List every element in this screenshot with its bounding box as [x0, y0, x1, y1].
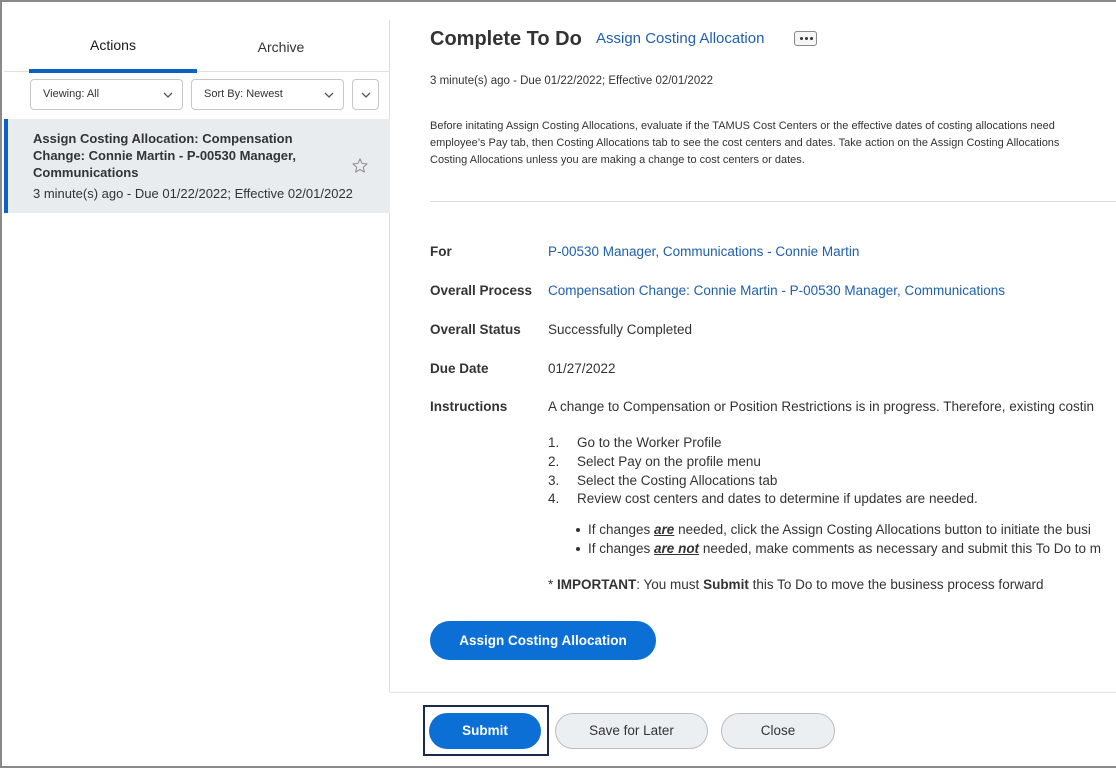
page-title: Complete To Do — [430, 28, 582, 50]
save-for-later-button[interactable]: Save for Later — [555, 713, 708, 749]
emphasis-text: are not — [654, 541, 700, 556]
step-text: Go to the Worker Profile — [577, 435, 722, 450]
submit-button[interactable]: Submit — [429, 713, 541, 749]
step-text: Review cost centers and dates to determine if updates are needed. — [577, 491, 978, 507]
assign-costing-allocation-link[interactable]: Assign Costing Allocation — [596, 30, 765, 47]
chevron-down-icon — [360, 89, 372, 101]
overall-status-value: Successfully Completed — [548, 322, 693, 337]
inbox-item-title: Assign Costing Allocation: Compensation Change: Connie Martin - P-00530 Manager, Communications — [33, 131, 296, 180]
todo-detail-panel — [390, 2, 1116, 692]
instructions-label: Instructions — [430, 399, 508, 414]
ellipsis-icon — [800, 37, 803, 40]
step-number: 4. — [548, 491, 560, 507]
star-icon[interactable] — [351, 157, 369, 175]
step-text: Select the Costing Allocations tab — [577, 472, 778, 488]
more-filters-button[interactable] — [352, 79, 379, 110]
viewing-filter-label: Viewing: — [43, 88, 85, 100]
assign-costing-allocation-button[interactable]: Assign Costing Allocation — [430, 621, 656, 660]
overall-process-link[interactable]: Compensation Change: Connie Martin - P-00530 Manager, Communications — [548, 283, 1005, 298]
inbox-tabs — [4, 20, 390, 72]
chevron-down-icon — [162, 89, 174, 101]
todo-meta: 3 minute(s) ago - Due 01/22/2022; Effective 02/01/2022 — [430, 75, 714, 87]
description-line: Before initating Assign Costing Allocations, evaluate if the TAMUS Cost Centers or the effective dates of costing allocations need — [430, 120, 1055, 132]
sort-by-value: Newest — [246, 88, 283, 100]
description-line: employee’s Pay tab, then Costing Allocations tab to see the cost centers and dates. Take action on the Assign Costing Allocations — [430, 137, 1060, 149]
instructions-text: A change to Compensation or Position Restrictions is in progress. Therefore, existing costin — [548, 399, 1095, 414]
divider — [430, 201, 1116, 202]
sort-by-label: Sort By: — [204, 88, 244, 100]
overall-process-label: Overall Process — [430, 283, 533, 298]
inbox-list-item[interactable] — [4, 119, 390, 213]
overall-status-label: Overall Status — [430, 322, 521, 337]
step-text: Select Pay on the profile menu — [577, 453, 761, 469]
viewing-filter-value: All — [86, 88, 100, 100]
tab-archive[interactable]: Archive — [257, 39, 305, 55]
close-button[interactable]: Close — [721, 713, 835, 749]
tab-actions[interactable]: Actions — [29, 20, 197, 72]
list-item: If changes are needed, click the Assign Costing Allocations button to initiate the busi — [576, 520, 1101, 539]
inbox-item-meta: 3 minute(s) ago - Due 01/22/2022; Effective 02/01/2022 — [33, 186, 353, 201]
sort-by-dropdown[interactable] — [191, 79, 344, 110]
emphasis-text: are — [654, 522, 675, 537]
important-note: * IMPORTANT: You must Submit this To Do to move the business process forward — [548, 577, 1044, 592]
description-line: Costing Allocations unless you are making a change to cost centers or dates. — [430, 154, 805, 166]
inbox-panel — [4, 20, 390, 692]
instruction-bullets — [576, 520, 1101, 558]
due-date-value: 01/27/2022 — [548, 361, 616, 376]
todo-description — [430, 118, 1116, 169]
step-number: 2. — [548, 453, 560, 469]
list-item: If changes are not needed, make comments as necessary and submit this To Do to m — [576, 539, 1101, 558]
due-date-label: Due Date — [430, 361, 489, 376]
step-number: 1. — [548, 435, 560, 450]
viewing-filter-dropdown[interactable] — [30, 79, 183, 110]
chevron-down-icon — [323, 89, 335, 101]
for-label: For — [430, 244, 452, 259]
step-number: 3. — [548, 472, 560, 488]
related-actions-button[interactable] — [794, 31, 817, 46]
for-value-link[interactable]: P-00530 Manager, Communications - Connie Martin — [548, 244, 860, 259]
